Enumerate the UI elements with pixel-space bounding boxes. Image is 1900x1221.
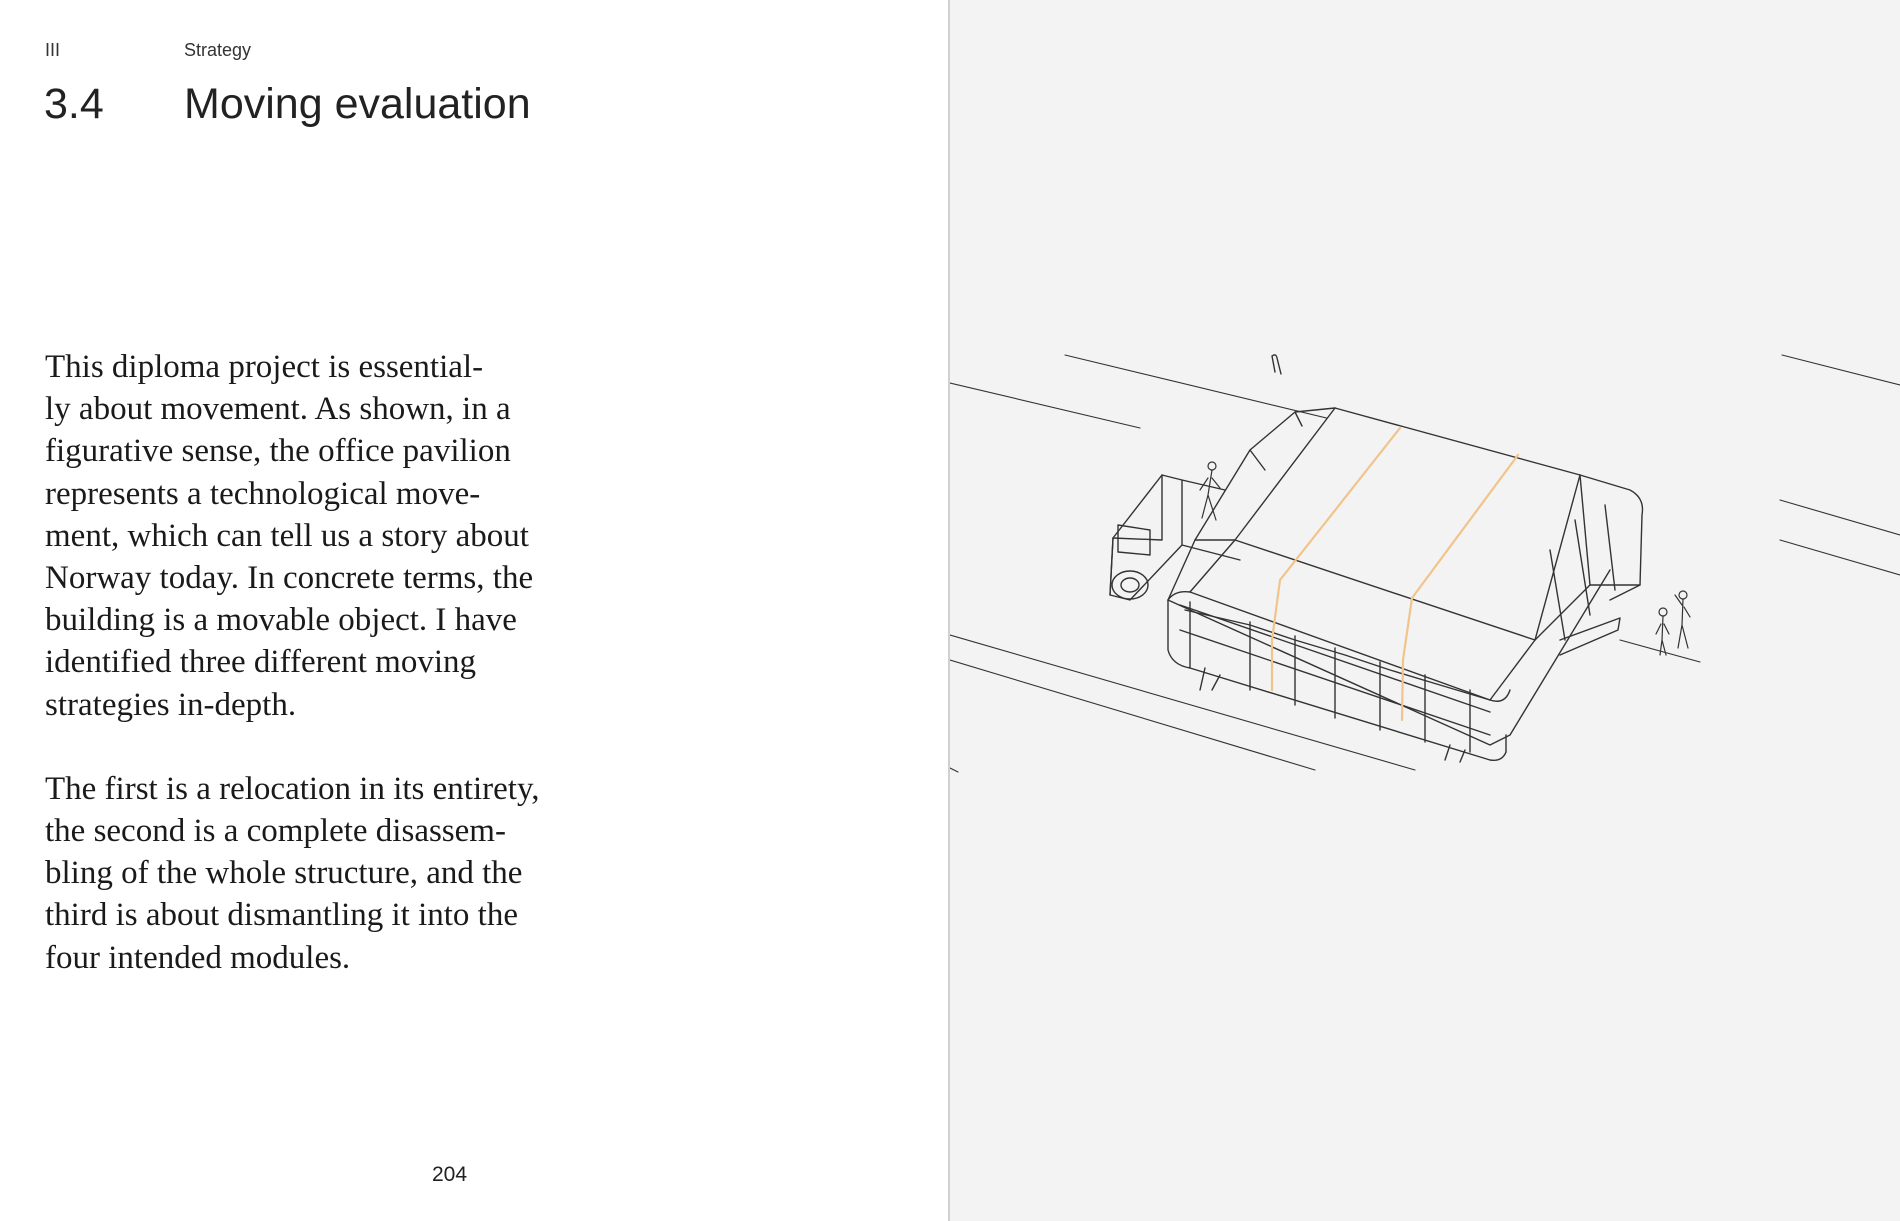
text-line: ly about movement. As shown, in a (45, 391, 511, 428)
text-line: the second is a complete disassem- (45, 813, 506, 850)
right-page (950, 0, 1900, 1221)
left-page (0, 0, 948, 1221)
text-line: third is about dismantling it into the (45, 897, 518, 934)
text-line: This diploma project is essential- (45, 349, 484, 385)
text-line: bling of the whole structure, and the (45, 855, 523, 892)
truck (1110, 475, 1240, 600)
text-line: four intended modules. (45, 939, 351, 976)
body-text (45, 346, 585, 1021)
marker-icon (1272, 355, 1281, 374)
section-number: 3.4 (44, 80, 104, 128)
pavilion (1168, 408, 1643, 762)
page-number: 204 (432, 1163, 468, 1186)
text-line: identified three different moving (45, 644, 476, 681)
paragraph-1 (45, 346, 585, 726)
text-line: figurative sense, the office pavilion (45, 433, 511, 470)
paragraph-2 (45, 768, 585, 979)
axonometric-drawing (950, 0, 1900, 1221)
section-title: Moving evaluation (184, 80, 531, 128)
text-line: Norway today. In concrete terms, the (45, 560, 534, 597)
chapter-number: III (45, 40, 61, 60)
text-line: building is a movable object. I have (45, 602, 517, 639)
text-line: The first is a relocation in its entirety, (45, 770, 540, 807)
text-line: represents a technological move- (45, 475, 481, 512)
chapter-name: Strategy (184, 40, 252, 60)
text-line: strategies in-depth. (45, 686, 297, 723)
text-line: ment, which can tell us a story about (45, 517, 529, 554)
